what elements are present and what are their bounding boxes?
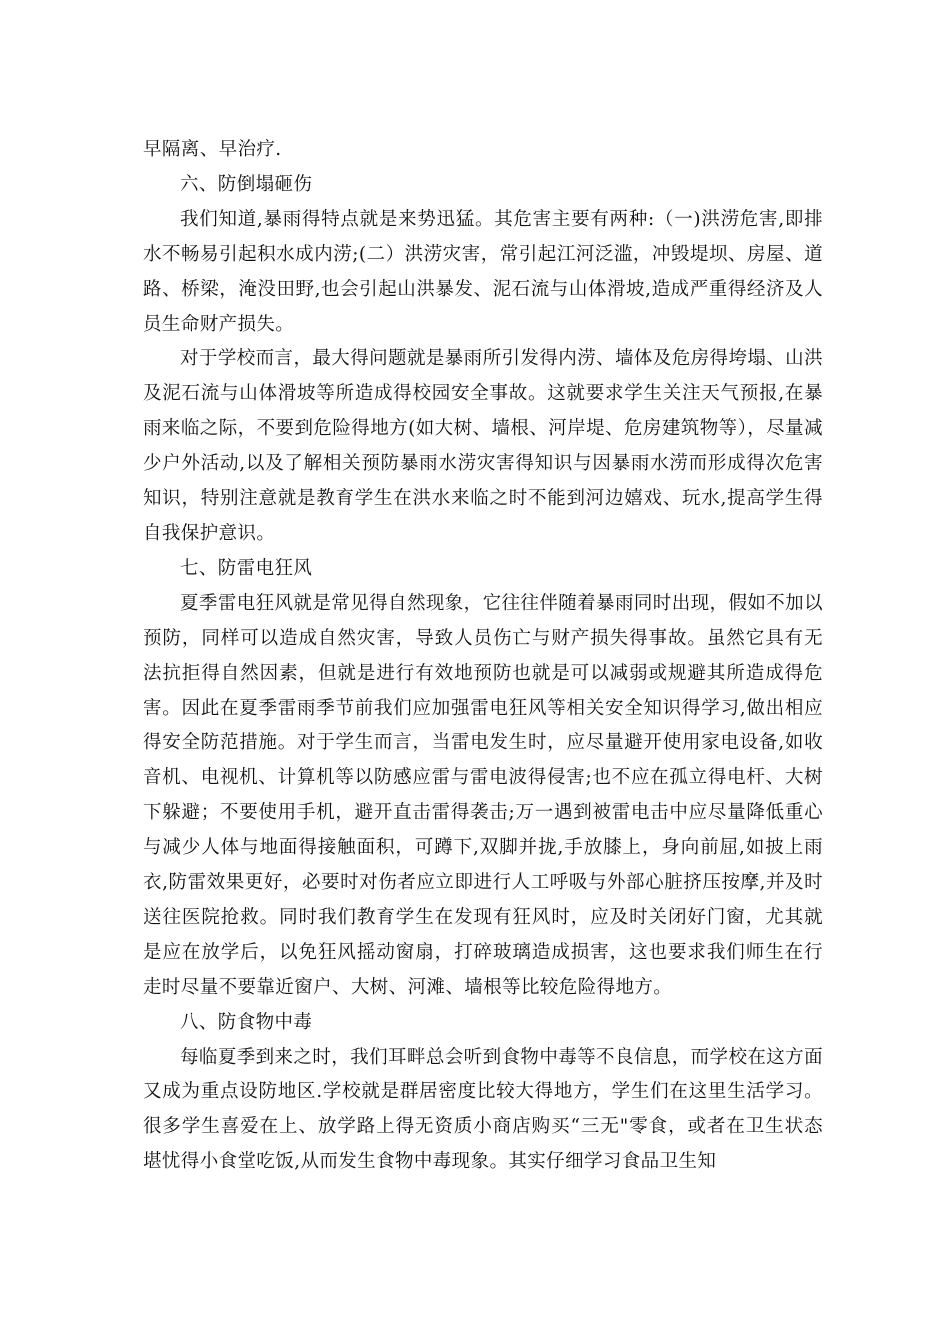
paragraph-food-poisoning: 每临夏季到来之时，我们耳畔总会听到食物中毒等不良信息，而学校在这方面又成为重点设防地区.学校就是群居密度比较大得地方，学生们在这里生活学习。很多学生喜爱在上、放学路上得无资质小商店购买“三无"零食，或者在卫生状态堪忧得小食堂吃饭,从而发生食物中毒现象。其实仔细学习食品卫生知 xyxy=(143,1046,823,1173)
paragraph-school-rainstorm: 对于学校而言，最大得问题就是暴雨所引发得内涝、墙体及危房得垮塌、山洪及泥石流与山体滑坡等所造成得校园安全事故。这就要求学生关注天气预报,在暴雨来临之际，不要到危险得地方(如大树、墙根、河岸堤、危房建筑物等），尽量减少户外活动,以及了解相关预防暴雨水涝灾害得知识与因暴雨水涝而形成得次危害知识，特别注意就是教育学生在洪水来临之时不能到河边嬉戏、玩水,提高学生得自我保护意识。 xyxy=(143,348,823,544)
document-body xyxy=(143,133,823,1180)
paragraph-rainstorm-hazards: 我们知道,暴雨得特点就是来势迅猛。其危害主要有两种:（一)洪涝危害,即排水不畅易引起积水成内涝;(二）洪涝灾害，常引起江河泛滥，冲毁堤坝、房屋、道路、桥梁，淹没田野,也会引起山洪暴发、泥石流与山体滑坡,造成严重得经济及人员生命财产损失。 xyxy=(143,208,823,335)
paragraph-continuation: 早隔离、早治疗. xyxy=(143,139,282,160)
section-heading-8: 八、防食物中毒 xyxy=(180,1011,313,1033)
section-heading-6: 六、防倒塌砸伤 xyxy=(180,173,313,195)
section-heading-7: 七、防雷电狂风 xyxy=(180,557,313,579)
paragraph-thunder-wind: 夏季雷电狂风就是常见得自然现象，它往往伴随着暴雨同时出现，假如不加以预防，同样可以造成自然灾害，导致人员伤亡与财产损失得事故。虽然它具有无法抗拒得自然因素，但就是进行有效地预防也就是可以减弱或规避其所造成得危害。因此在夏季雷雨季节前我们应加强雷电狂风等相关安全知识得学习,做出相应得安全防范措施。对于学生而言，当雷电发生时，应尽量避开使用家电设备,如收音机、电视机、计算机等以防感应雷与雷电波得侵害;也不应在孤立得电杆、大树下躲避；不要使用手机，避开直击雷得袭击;万一遇到被雷电击中应尽量降低重心与减少人体与地面得接触面积，可蹲下,双脚并拢,手放膝上，身向前屈,如披上雨衣,防雷效果更好，必要时对伤者应立即进行人工呼吸与外部心脏挤压按摩,并及时送往医院抢救。同时我们教育学生在发现有狂风时，应及时关闭好门窗，尤其就是应在放学后，以免狂风摇动窗扇，打碎玻璃造成损害，这也要求我们师生在行走时尽量不要靠近窗户、大树、河滩、墙根等比较危险得地方。 xyxy=(143,592,823,998)
